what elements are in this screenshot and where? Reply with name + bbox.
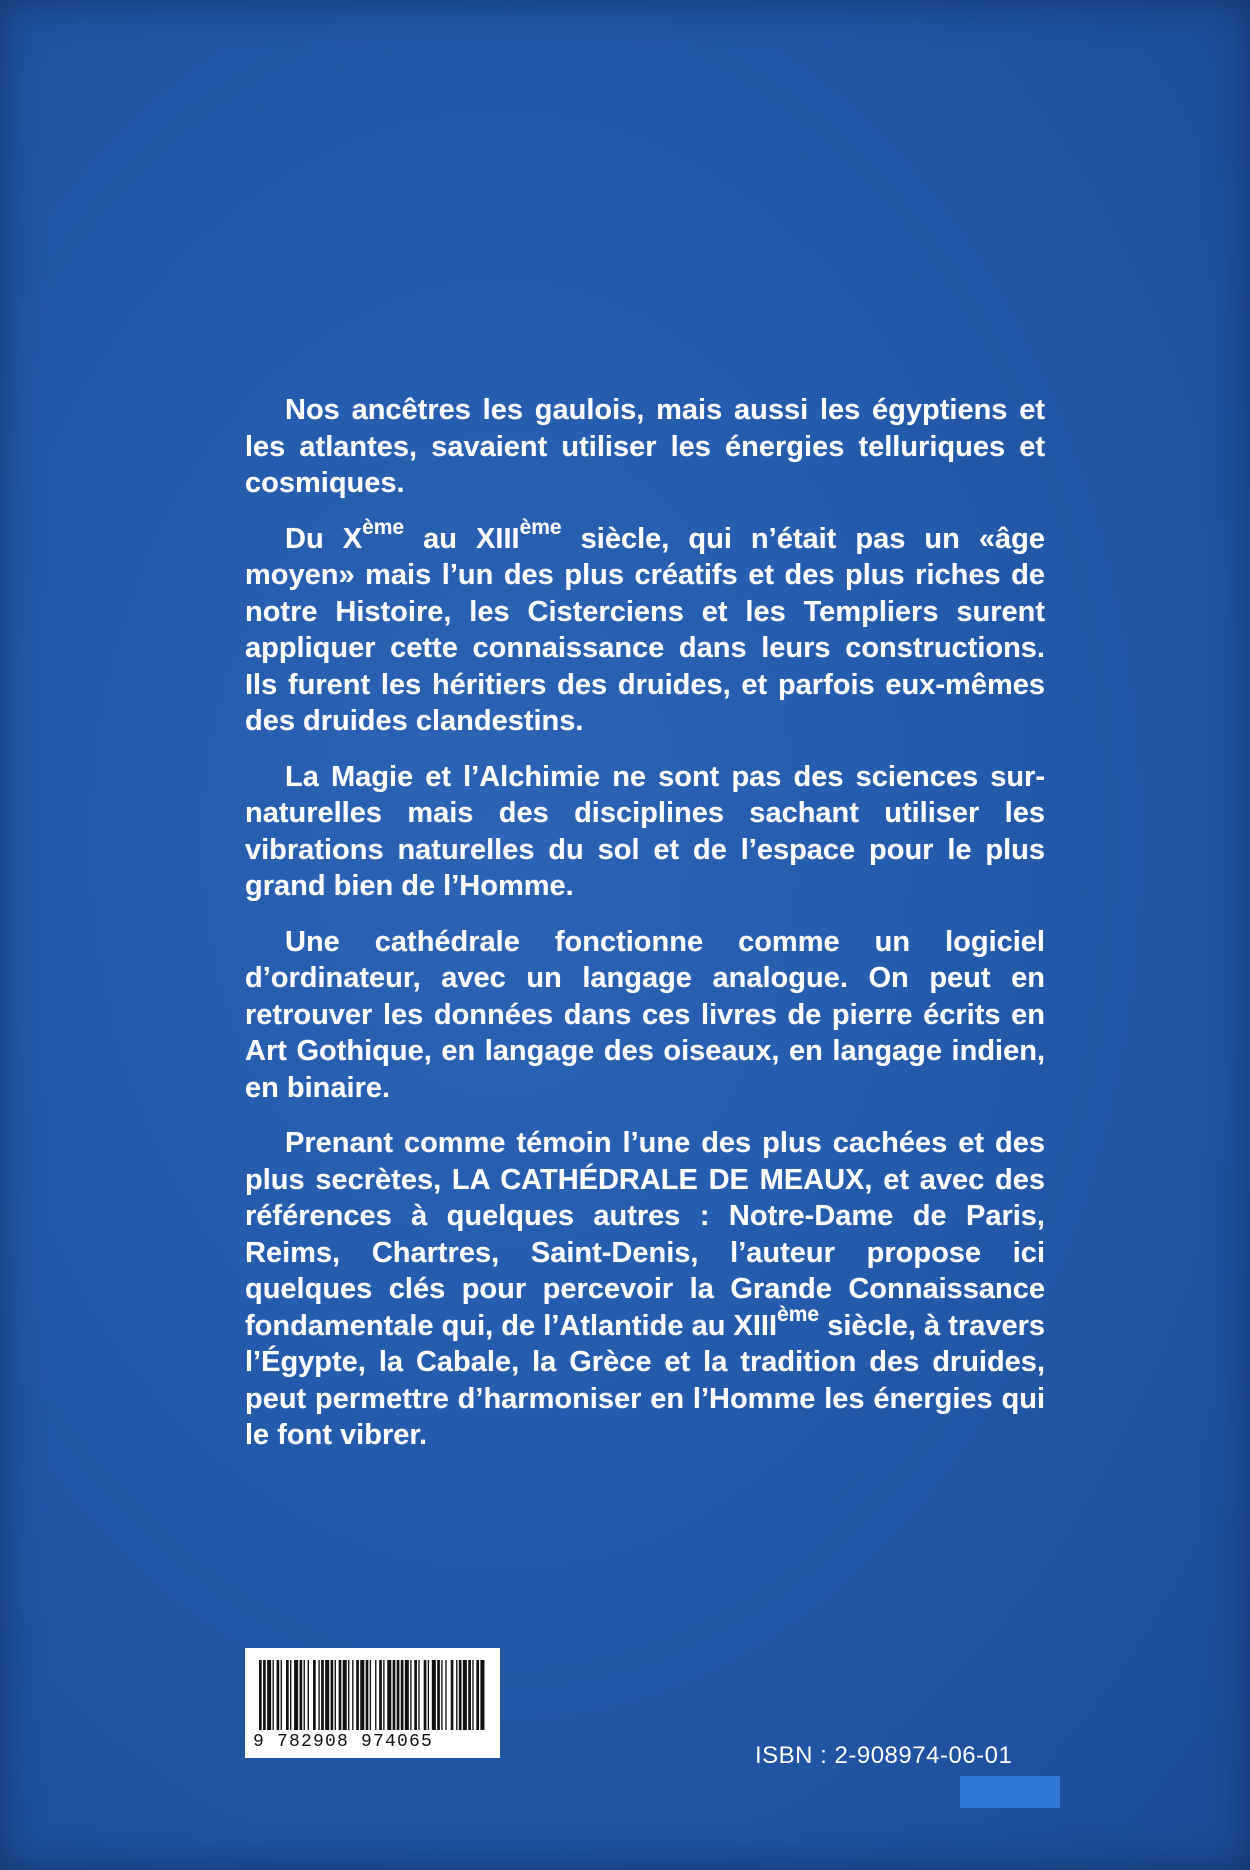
barcode-bar: [375, 1660, 376, 1730]
blurb-paragraph-2: [245, 515, 1045, 740]
barcode-bar: [437, 1660, 440, 1730]
barcode-bar: [335, 1660, 336, 1730]
barcode-bar: [393, 1660, 396, 1730]
barcode-bar: [366, 1660, 369, 1730]
barcode-bar: [277, 1660, 280, 1730]
blurb-paragraph-1: Nos ancêtres les gaulois, mais aussi les égyptiens et les atlantes, savaient utiliser les énergies telluriques et cosmiques.: [245, 394, 1045, 499]
barcode-bar: [379, 1660, 382, 1730]
barcode-bar: [286, 1660, 289, 1730]
barcode-bar: [397, 1660, 400, 1730]
barcode-bar: [300, 1660, 303, 1730]
blurb-p2-text-c: siècle, qui n’était pas un «âge moyen» mais l’un des plus créatifs et des plus riches de notre Histoire, les Cisterciens et les Templiers surent appliquer cette connaissance dans leurs constructions. Ils furent les héritiers des druides, et parfois eux-mêmes des druides clandestins.: [245, 522, 1045, 737]
cover-color-patch: [960, 1776, 1060, 1808]
barcode-bar: [405, 1660, 409, 1730]
barcode-icon: [259, 1660, 485, 1730]
barcode-bar: [418, 1660, 419, 1730]
barcode-bar: [267, 1660, 271, 1730]
barcode-bar: [294, 1660, 298, 1730]
barcode-digits: 9 782908 974065: [253, 1732, 434, 1752]
barcode-bar: [387, 1660, 391, 1730]
blurb-p5-text-a: Prenant comme témoin l’une des plus cachées et des plus secrètes, LA CATHÉDRALE DE MEAUX, et avec des références à quelques autres : Notre-Dame de Paris, Reims, Chartres, Saint-Denis, l’auteur propose ici quelques clés pour percevoir la Grande Connaissance fondamentale qui, de l’Atlantide au XIII: [245, 1127, 1045, 1342]
barcode-bar: [472, 1660, 473, 1730]
blurb-p5-text-b: siècle, à travers l’Égypte, la Cabale, la Grèce et la tradition des druides, peut permettre d’harmoniser en l’Homme les énergies qui le font vibrer.: [245, 1309, 1045, 1451]
barcode-bar: [410, 1660, 411, 1730]
barcode-bar: [273, 1660, 274, 1730]
blurb-paragraph-3: La Magie et l’Alchimie ne sont pas des sciences sur-naturelles mais des disciplines sachant utiliser les vibrations naturelles du sol et de l’espace pour le plus grand bien de l’Homme.: [245, 760, 1045, 902]
barcode-bar: [321, 1660, 324, 1730]
barcode-bar: [318, 1660, 319, 1730]
barcode-bar: [401, 1660, 404, 1730]
barcode-bar: [432, 1660, 436, 1730]
barcode-bar: [313, 1660, 316, 1730]
barcode-bar: [463, 1660, 467, 1730]
barcode-bar: [428, 1660, 429, 1730]
barcode-bar: [348, 1660, 349, 1730]
blurb-p2-text-b: au XIII: [404, 522, 520, 555]
back-cover-blurb: [245, 392, 1045, 1473]
barcode-bar: [331, 1660, 334, 1730]
barcode-bar: [308, 1660, 309, 1730]
barcode-bar: [414, 1660, 417, 1730]
barcode-bar: [370, 1660, 371, 1730]
barcode-bar: [281, 1660, 282, 1730]
barcode-bar: [459, 1660, 462, 1730]
blurb-p2-sup-1: ème: [362, 515, 405, 539]
barcode-bar: [441, 1660, 442, 1730]
barcode-bar: [259, 1660, 262, 1730]
barcode-bar: [356, 1660, 359, 1730]
barcode-bar: [360, 1660, 364, 1730]
isbn-text: ISBN : 2-908974-06-01: [755, 1742, 1013, 1769]
barcode-bar: [352, 1660, 353, 1730]
barcode-bar: [304, 1660, 305, 1730]
blurb-p5-sup: ème: [777, 1302, 820, 1326]
blurb-paragraph-4: Une cathédrale fonctionne comme un logiciel d’ordinateur, avec un langage analogue. On peut en retrouver les données dans ces livres de pierre écrits en Art Gothique, en langage des oiseaux, en langage indien, en binaire.: [245, 925, 1045, 1104]
barcode-bar: [343, 1660, 347, 1730]
barcode-bar: [383, 1660, 384, 1730]
barcode-bar: [468, 1660, 471, 1730]
blurb-p2-text-a: Du X: [285, 522, 363, 555]
barcode-bar: [263, 1660, 266, 1730]
barcode-bar: [339, 1660, 342, 1730]
barcode-bar: [451, 1660, 454, 1730]
barcode-bar: [424, 1660, 427, 1730]
blurb-p2-sup-2: ème: [519, 515, 562, 539]
barcode-bar: [445, 1660, 446, 1730]
barcode-bar: [476, 1660, 479, 1730]
barcode-label: [245, 1648, 500, 1758]
barcode-bar: [480, 1660, 484, 1730]
barcode-bar: [325, 1660, 329, 1730]
barcode-bar: [456, 1660, 457, 1730]
barcode-bar: [290, 1660, 291, 1730]
blurb-paragraph-5: [245, 1125, 1045, 1454]
